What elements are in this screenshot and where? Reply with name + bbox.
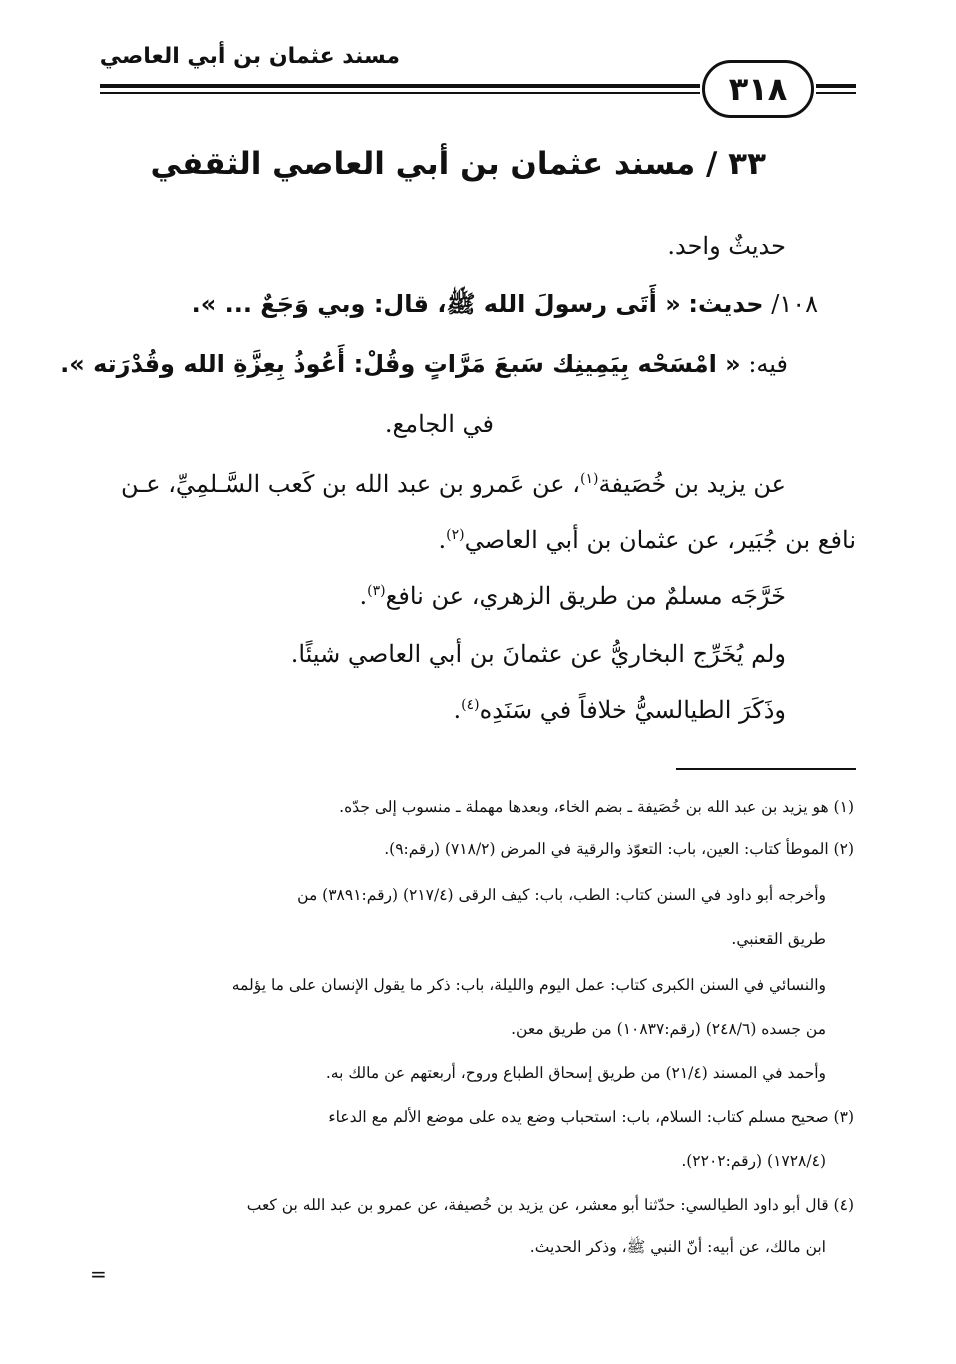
isnad-line-2	[438, 526, 856, 555]
takhrij-end: .	[359, 582, 368, 610]
hadith-number: ١٠٨/	[771, 290, 818, 318]
running-head: مسند عثمان بن أبي العاصي	[99, 44, 400, 69]
isnad-line-1-text: عن يزيد بن خُصَيفة	[598, 470, 786, 498]
footnote-ref-4[interactable]: (٤)	[461, 697, 480, 713]
isnad-line-2-text: نافع بن جُبَير، عن عثمان بن أبي العاصي	[464, 526, 856, 554]
footnote-3: (٣) صحيح مسلم كتاب: السلام، باب: استحباب وضع يده على موضع الألم مع الدعاء	[328, 1108, 854, 1126]
source-line: في الجامع.	[384, 410, 494, 438]
isnad-line-2-end: .	[438, 526, 447, 554]
hadith-content-text: « امْسَحْه بِيَمِينِك سَبعَ مَرَّاتٍ وقُلْ: أَعُوذُ بِعِزَّةِ الله وقُدْرَته ».	[60, 350, 741, 378]
header-rule-right-thin	[816, 92, 856, 94]
footnote-2-cont-1: وأخرجه أبو داود في السنن كتاب: الطب، باب: كيف الرقى (٢١٧/٤) (رقم:٣٨٩١) من	[297, 886, 826, 904]
footnote-separator	[676, 768, 856, 770]
footnote-2-cont-5: وأحمد في المسند (٢١/٤) من طريق إسحاق الطباع وروح، أربعتهم عن مالك به.	[325, 1064, 826, 1082]
takhrij-text: خَرَّجَه مسلمٌ من طريق الزهري، عن نافع	[385, 582, 786, 610]
footnote-2: (٢) الموطأ كتاب: العين، باب: التعوّذ والرقية في المرض (٧١٨/٢) (رقم:٩).	[384, 840, 854, 858]
header-rule-right	[816, 84, 856, 88]
footnote-3-cont: (١٧٢٨/٤) (رقم:٢٢٠٢).	[681, 1152, 826, 1170]
footnote-2-cont-4: من جسده (٢٤٨/٦) (رقم:١٠٨٣٧) من طريق معن.	[511, 1020, 826, 1038]
hadith-text: « أَتَى رسولَ الله ﷺ، قال: وبي وَجَعٌ ... ».	[191, 290, 681, 318]
body-line-1: حديثٌ واحد.	[667, 232, 786, 260]
footnote-4-cont: ابن مالك، عن أبيه: أنّ النبي ﷺ، وذكر الحديث.	[529, 1238, 826, 1256]
footnote-ref-3[interactable]: (٣)	[367, 583, 386, 599]
isnad-line-1-rest: ، عن عَمرو بن عبد الله بن كَعب السَّـلمِيِّ، عـن	[120, 470, 580, 498]
header-rule	[100, 84, 700, 88]
hadith-heading	[192, 290, 818, 319]
tayalisi-line	[454, 696, 786, 725]
tayalisi-text: وذَكَرَ الطيالسيُّ خلافاً في سَنَدِه	[479, 696, 786, 724]
footnote-2-cont-3: والنسائي في السنن الكبرى كتاب: عمل اليوم والليلة، باب: ذكر ما يقول الإنسان على ما يؤلمه	[231, 976, 826, 994]
bukhari-line: ولم يُخَرِّج البخاريُّ عن عثمانَ بن أبي العاصي شيئًا.	[290, 640, 786, 668]
chapter-title: ٣٣ / مسند عثمان بن أبي العاصي الثقفي	[150, 146, 766, 182]
tayalisi-end: .	[453, 696, 462, 724]
takhrij-line	[360, 582, 787, 611]
hadith-content	[60, 350, 788, 379]
footnote-4: (٤) قال أبو داود الطيالسي: حدّثنا أبو معشر، عن يزيد بن خُصيفة، عن عمرو بن عبد الله بن كعب	[246, 1196, 854, 1214]
header-rule-thin	[100, 92, 700, 94]
page-number: ٣١٨	[702, 60, 814, 118]
isnad-line-1	[121, 470, 786, 499]
continuation-mark: =	[90, 1262, 107, 1286]
hadith-label: حديث:	[688, 290, 764, 318]
footnote-ref-2[interactable]: (٢)	[446, 527, 465, 543]
footnote-2-cont-2: طريق القعنبي.	[731, 930, 826, 948]
hadith-content-prefix: فيه:	[748, 350, 788, 378]
footnote-1: (١) هو يزيد بن عبد الله بن خُصَيفة ـ بضم الخاء، وبعدها مهملة ـ منسوب إلى جدّه.	[339, 798, 854, 816]
footnote-ref-1[interactable]: (١)	[580, 471, 599, 487]
